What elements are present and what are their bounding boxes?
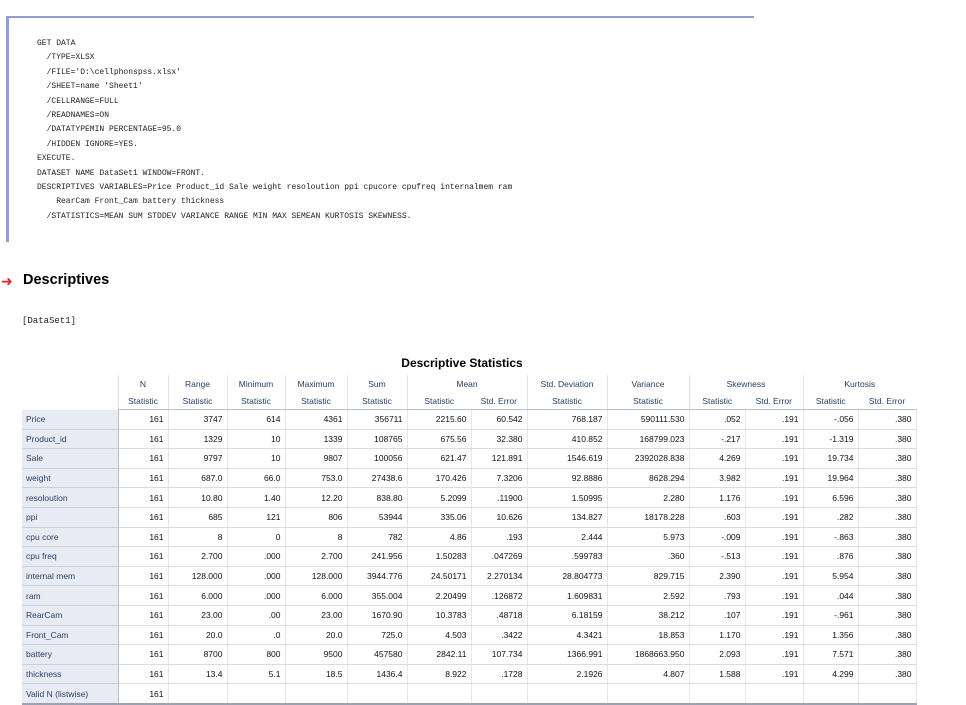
table-cell: 2.270134 (471, 566, 527, 586)
table-cell: .3422 (471, 625, 527, 645)
table-cell: .126872 (471, 586, 527, 606)
descriptive-statistics-table[interactable] (22, 375, 917, 705)
syntax-line: /TYPE=XLSX (37, 53, 95, 63)
table-cell: 2842.11 (407, 645, 471, 665)
column-header: Minimum (227, 375, 285, 392)
table-cell: 8.922 (407, 664, 471, 684)
syntax-line: DESCRIPTIVES VARIABLES=Price Product_id Sale weight resoloution ppi cpucore cpufreq internalmem ram (37, 183, 513, 193)
syntax-line: DATASET NAME DataSet1 WINDOW=FRONT. (37, 168, 206, 178)
table-cell: 10 (227, 429, 285, 449)
syntax-line: /CELLRANGE=FULL (37, 96, 119, 106)
table-row[interactable] (22, 449, 916, 469)
row-label: ppi (22, 507, 118, 527)
table-cell: 32.380 (471, 429, 527, 449)
table-cell: .191 (745, 449, 803, 469)
table-cell: 6.000 (285, 586, 347, 606)
table-cell: 2.444 (527, 527, 607, 547)
table-cell: 13.4 (168, 664, 227, 684)
row-label: Price (22, 410, 118, 430)
table-cell: 687.0 (168, 468, 227, 488)
table-row[interactable] (22, 566, 916, 586)
table-cell (407, 684, 471, 704)
descriptives-heading: Descriptives (23, 272, 110, 288)
table-cell: .380 (858, 645, 916, 665)
row-label: Sale (22, 449, 118, 469)
table-cell: 3747 (168, 410, 227, 430)
column-subheader: Statistic (607, 392, 689, 410)
syntax-log-block (6, 16, 754, 242)
table-cell: .000 (227, 547, 285, 567)
table-cell: 23.00 (168, 605, 227, 625)
table-cell: 410.852 (527, 429, 607, 449)
dataset-label: [DataSet1] (22, 316, 77, 326)
table-cell: 161 (118, 547, 168, 567)
table-cell: 161 (118, 507, 168, 527)
table-cell: 38.212 (607, 605, 689, 625)
table-cell: 457580 (347, 645, 407, 665)
table-cell: -.217 (689, 429, 745, 449)
table-cell: 685 (168, 507, 227, 527)
table-cell: 1366.991 (527, 645, 607, 665)
column-subheader: Std. Error (471, 392, 527, 410)
table-cell: 590111.530 (607, 410, 689, 430)
table-row[interactable] (22, 684, 916, 704)
table-cell: 170.426 (407, 468, 471, 488)
table-cell: 161 (118, 488, 168, 508)
table-row[interactable] (22, 507, 916, 527)
table-cell: 9500 (285, 645, 347, 665)
table-cell: 8700 (168, 645, 227, 665)
table-cell: .380 (858, 664, 916, 684)
table-cell: .191 (745, 566, 803, 586)
table-cell: 10.80 (168, 488, 227, 508)
table-cell: 1.609831 (527, 586, 607, 606)
table-cell: 1.40 (227, 488, 285, 508)
table-cell: 614 (227, 410, 285, 430)
table-cell: 8 (285, 527, 347, 547)
table-cell: -.513 (689, 547, 745, 567)
table-cell: .191 (745, 410, 803, 430)
table-cell: 335.06 (407, 507, 471, 527)
table-cell: 753.0 (285, 468, 347, 488)
table-cell: .191 (745, 586, 803, 606)
column-header: Std. Deviation (527, 375, 607, 392)
table-cell: 20.0 (285, 625, 347, 645)
table-cell: 1.588 (689, 664, 745, 684)
row-label: cpu core (22, 527, 118, 547)
table-cell (607, 684, 689, 704)
table-cell: .380 (858, 468, 916, 488)
column-subheader: Statistic (168, 392, 227, 410)
table-cell: 28.804773 (527, 566, 607, 586)
table-cell: 356711 (347, 410, 407, 430)
table-cell: 2.700 (285, 547, 347, 567)
table-cell: 161 (118, 605, 168, 625)
table-cell: .282 (803, 507, 858, 527)
table-row[interactable] (22, 645, 916, 665)
table-cell: 60.542 (471, 410, 527, 430)
row-label: thickness (22, 664, 118, 684)
table-row[interactable] (22, 664, 916, 684)
table-cell: 2.390 (689, 566, 745, 586)
table-cell: 161 (118, 527, 168, 547)
table-cell: .191 (745, 645, 803, 665)
table-cell: 1.176 (689, 488, 745, 508)
table-cell: 6.18159 (527, 605, 607, 625)
table-cell: 782 (347, 527, 407, 547)
table-cell: .380 (858, 449, 916, 469)
table-cell: 4.269 (689, 449, 745, 469)
column-subheader: Statistic (118, 392, 168, 410)
table-cell: 9807 (285, 449, 347, 469)
table-cell: 134.827 (527, 507, 607, 527)
table-cell: 800 (227, 645, 285, 665)
table-cell: 2.1926 (527, 664, 607, 684)
table-cell: .603 (689, 507, 745, 527)
table-cell: 1546.619 (527, 449, 607, 469)
table-cell: -.961 (803, 605, 858, 625)
table-cell: 725.0 (347, 625, 407, 645)
table-cell: 161 (118, 664, 168, 684)
table-cell: 53944 (347, 507, 407, 527)
column-subheader: Statistic (527, 392, 607, 410)
table-cell: 2.280 (607, 488, 689, 508)
syntax-line: /HIDDEN IGNORE=YES. (37, 139, 138, 149)
table-cell (858, 684, 916, 704)
table-cell: .380 (858, 566, 916, 586)
table-cell: 161 (118, 429, 168, 449)
column-header: Range (168, 375, 227, 392)
row-label: battery (22, 645, 118, 665)
column-subheader: Statistic (803, 392, 858, 410)
table-cell: .191 (745, 488, 803, 508)
table-cell: 18.853 (607, 625, 689, 645)
table-cell: 2.093 (689, 645, 745, 665)
table-cell: 3944.776 (347, 566, 407, 586)
table-cell: 100056 (347, 449, 407, 469)
table-header-row (22, 375, 916, 392)
column-subheader: Std. Error (858, 392, 916, 410)
table-cell: .00 (227, 605, 285, 625)
table-row[interactable] (22, 527, 916, 547)
table-cell: 2215.60 (407, 410, 471, 430)
table-cell: 6.596 (803, 488, 858, 508)
row-label: weight (22, 468, 118, 488)
column-header: N (118, 375, 168, 392)
table-cell: 20.0 (168, 625, 227, 645)
table-cell: 355.004 (347, 586, 407, 606)
table-cell: .191 (745, 547, 803, 567)
row-label: internal mem (22, 566, 118, 586)
table-cell: .193 (471, 527, 527, 547)
table-cell: 675.56 (407, 429, 471, 449)
syntax-line: EXECUTE. (37, 154, 76, 164)
table-cell: 8628.294 (607, 468, 689, 488)
table-cell: .380 (858, 625, 916, 645)
table-cell: 621.47 (407, 449, 471, 469)
table-title: Descriptive Statistics (401, 356, 523, 370)
table-cell: .107 (689, 605, 745, 625)
table-cell: .380 (858, 527, 916, 547)
table-cell: 128.000 (168, 566, 227, 586)
table-cell: 2.592 (607, 586, 689, 606)
table-cell: 1670.90 (347, 605, 407, 625)
table-cell: 161 (118, 625, 168, 645)
syntax-line: /SHEET=name 'Sheet1' (37, 82, 143, 92)
row-label: Valid N (listwise) (22, 684, 118, 704)
column-subheader: Statistic (227, 392, 285, 410)
table-cell: .191 (745, 527, 803, 547)
table-cell: .360 (607, 547, 689, 567)
table-cell: -1.319 (803, 429, 858, 449)
row-label: Front_Cam (22, 625, 118, 645)
table-cell: 7.3206 (471, 468, 527, 488)
table-cell: .380 (858, 547, 916, 567)
table-cell: .11900 (471, 488, 527, 508)
table-cell: 1.356 (803, 625, 858, 645)
column-subheader: Statistic (689, 392, 745, 410)
table-cell: .380 (858, 507, 916, 527)
table-cell: 806 (285, 507, 347, 527)
table-cell: -.056 (803, 410, 858, 430)
table-cell: 5.1 (227, 664, 285, 684)
table-cell: 23.00 (285, 605, 347, 625)
table-row[interactable] (22, 586, 916, 606)
table-cell: 1339 (285, 429, 347, 449)
table-cell: 4.3421 (527, 625, 607, 645)
column-header: Mean (407, 375, 527, 392)
table-cell: 121 (227, 507, 285, 527)
table-cell: 8 (168, 527, 227, 547)
table-cell: -.863 (803, 527, 858, 547)
column-subheader: Statistic (407, 392, 471, 410)
table-cell: 4.807 (607, 664, 689, 684)
table-cell: 2392028.838 (607, 449, 689, 469)
table-cell: 4.503 (407, 625, 471, 645)
table-row[interactable] (22, 605, 916, 625)
table-cell: .191 (745, 664, 803, 684)
table-cell: 4361 (285, 410, 347, 430)
syntax-line: /STATISTICS=MEAN SUM STDDEV VARIANCE RANGE MIN MAX SEMEAN KURTOSIS SKEWNESS. (37, 211, 412, 221)
table-cell: .000 (227, 586, 285, 606)
table-cell: .48718 (471, 605, 527, 625)
table-cell (347, 684, 407, 704)
table-cell: 92.8886 (527, 468, 607, 488)
table-cell (168, 684, 227, 704)
table-cell: 2.20499 (407, 586, 471, 606)
row-label: ram (22, 586, 118, 606)
syntax-line: /FILE='D:\cellphonspss.xlsx' (37, 67, 182, 77)
table-cell: .599783 (527, 547, 607, 567)
table-cell: 12.20 (285, 488, 347, 508)
syntax-line: /READNAMES=ON (37, 111, 110, 121)
table-cell: .876 (803, 547, 858, 567)
table-row[interactable] (22, 625, 916, 645)
table-cell: 66.0 (227, 468, 285, 488)
table-cell: 768.187 (527, 410, 607, 430)
red-arrow-icon[interactable]: ➜ (1, 273, 13, 289)
row-label: RearCam (22, 605, 118, 625)
table-cell (471, 684, 527, 704)
header-corner (22, 375, 118, 410)
table-cell: 168799.023 (607, 429, 689, 449)
column-subheader: Statistic (347, 392, 407, 410)
table-cell: 161 (118, 410, 168, 430)
table-cell (803, 684, 858, 704)
table-cell: .380 (858, 605, 916, 625)
table-cell: 1.50995 (527, 488, 607, 508)
table-cell: .380 (858, 488, 916, 508)
column-subheader: Statistic (285, 392, 347, 410)
table-cell: 19.964 (803, 468, 858, 488)
table-cell: 10.3783 (407, 605, 471, 625)
table-cell: 3.982 (689, 468, 745, 488)
table-cell (227, 684, 285, 704)
table-cell: 121.891 (471, 449, 527, 469)
column-header: Skewness (689, 375, 803, 392)
table-cell: .380 (858, 429, 916, 449)
table-cell: 0 (227, 527, 285, 547)
table-cell: .380 (858, 410, 916, 430)
table-cell: 7.571 (803, 645, 858, 665)
table-cell: 4.299 (803, 664, 858, 684)
table-cell: 161 (118, 645, 168, 665)
table-cell: 19.734 (803, 449, 858, 469)
table-cell: -.009 (689, 527, 745, 547)
table-cell (745, 684, 803, 704)
table-row[interactable] (22, 429, 916, 449)
table-cell: .000 (227, 566, 285, 586)
table-subheader-row (22, 392, 916, 410)
syntax-line: RearCam Front_Cam battery thickness (37, 197, 225, 207)
table-cell: 10 (227, 449, 285, 469)
table-cell: .191 (745, 468, 803, 488)
table-cell: 2.700 (168, 547, 227, 567)
column-header: Sum (347, 375, 407, 392)
table-cell: .793 (689, 586, 745, 606)
table-cell: .191 (745, 429, 803, 449)
table-cell: 161 (118, 449, 168, 469)
column-header: Maximum (285, 375, 347, 392)
table-cell: 1.170 (689, 625, 745, 645)
table-cell: 1.50283 (407, 547, 471, 567)
table-cell: 161 (118, 468, 168, 488)
table-cell: .191 (745, 507, 803, 527)
table-cell: .1728 (471, 664, 527, 684)
syntax-line: /DATATYPEMIN PERCENTAGE=95.0 (37, 125, 182, 135)
table-cell: 838.80 (347, 488, 407, 508)
syntax-line: GET DATA (37, 39, 76, 48)
column-header: Kurtosis (803, 375, 916, 392)
table-cell: 24.50171 (407, 566, 471, 586)
syntax-text (37, 37, 512, 224)
table-cell: 5.973 (607, 527, 689, 547)
row-label: cpu freq (22, 547, 118, 567)
table-cell (527, 684, 607, 704)
table-cell: 5.2099 (407, 488, 471, 508)
table-cell: 27438.6 (347, 468, 407, 488)
table-cell: .0 (227, 625, 285, 645)
table-cell: 161 (118, 684, 168, 704)
table-cell: 161 (118, 586, 168, 606)
row-label: Product_id (22, 429, 118, 449)
table-cell: 1436.4 (347, 664, 407, 684)
table-cell: 18.5 (285, 664, 347, 684)
table-cell: .044 (803, 586, 858, 606)
table-cell: 108765 (347, 429, 407, 449)
table-cell: .047269 (471, 547, 527, 567)
table-row[interactable] (22, 410, 916, 430)
table-cell (689, 684, 745, 704)
table-cell: 1868663.950 (607, 645, 689, 665)
table-cell: 10.626 (471, 507, 527, 527)
table-row[interactable] (22, 547, 916, 567)
column-subheader: Std. Error (745, 392, 803, 410)
table-row[interactable] (22, 488, 916, 508)
table-cell: 241.956 (347, 547, 407, 567)
table-cell: .191 (745, 625, 803, 645)
table-cell: 829.715 (607, 566, 689, 586)
table-cell: 128.000 (285, 566, 347, 586)
table-cell (285, 684, 347, 704)
table-cell: 6.000 (168, 586, 227, 606)
table-cell: .380 (858, 586, 916, 606)
table-cell: 5.954 (803, 566, 858, 586)
table-cell: 107.734 (471, 645, 527, 665)
table-row[interactable] (22, 468, 916, 488)
table-cell: 9797 (168, 449, 227, 469)
table-cell: .052 (689, 410, 745, 430)
table-cell: 18178.228 (607, 507, 689, 527)
table-cell: 1329 (168, 429, 227, 449)
table-cell: 161 (118, 566, 168, 586)
row-label: resoloution (22, 488, 118, 508)
column-header: Variance (607, 375, 689, 392)
table-cell: 4.86 (407, 527, 471, 547)
table-cell: .191 (745, 605, 803, 625)
